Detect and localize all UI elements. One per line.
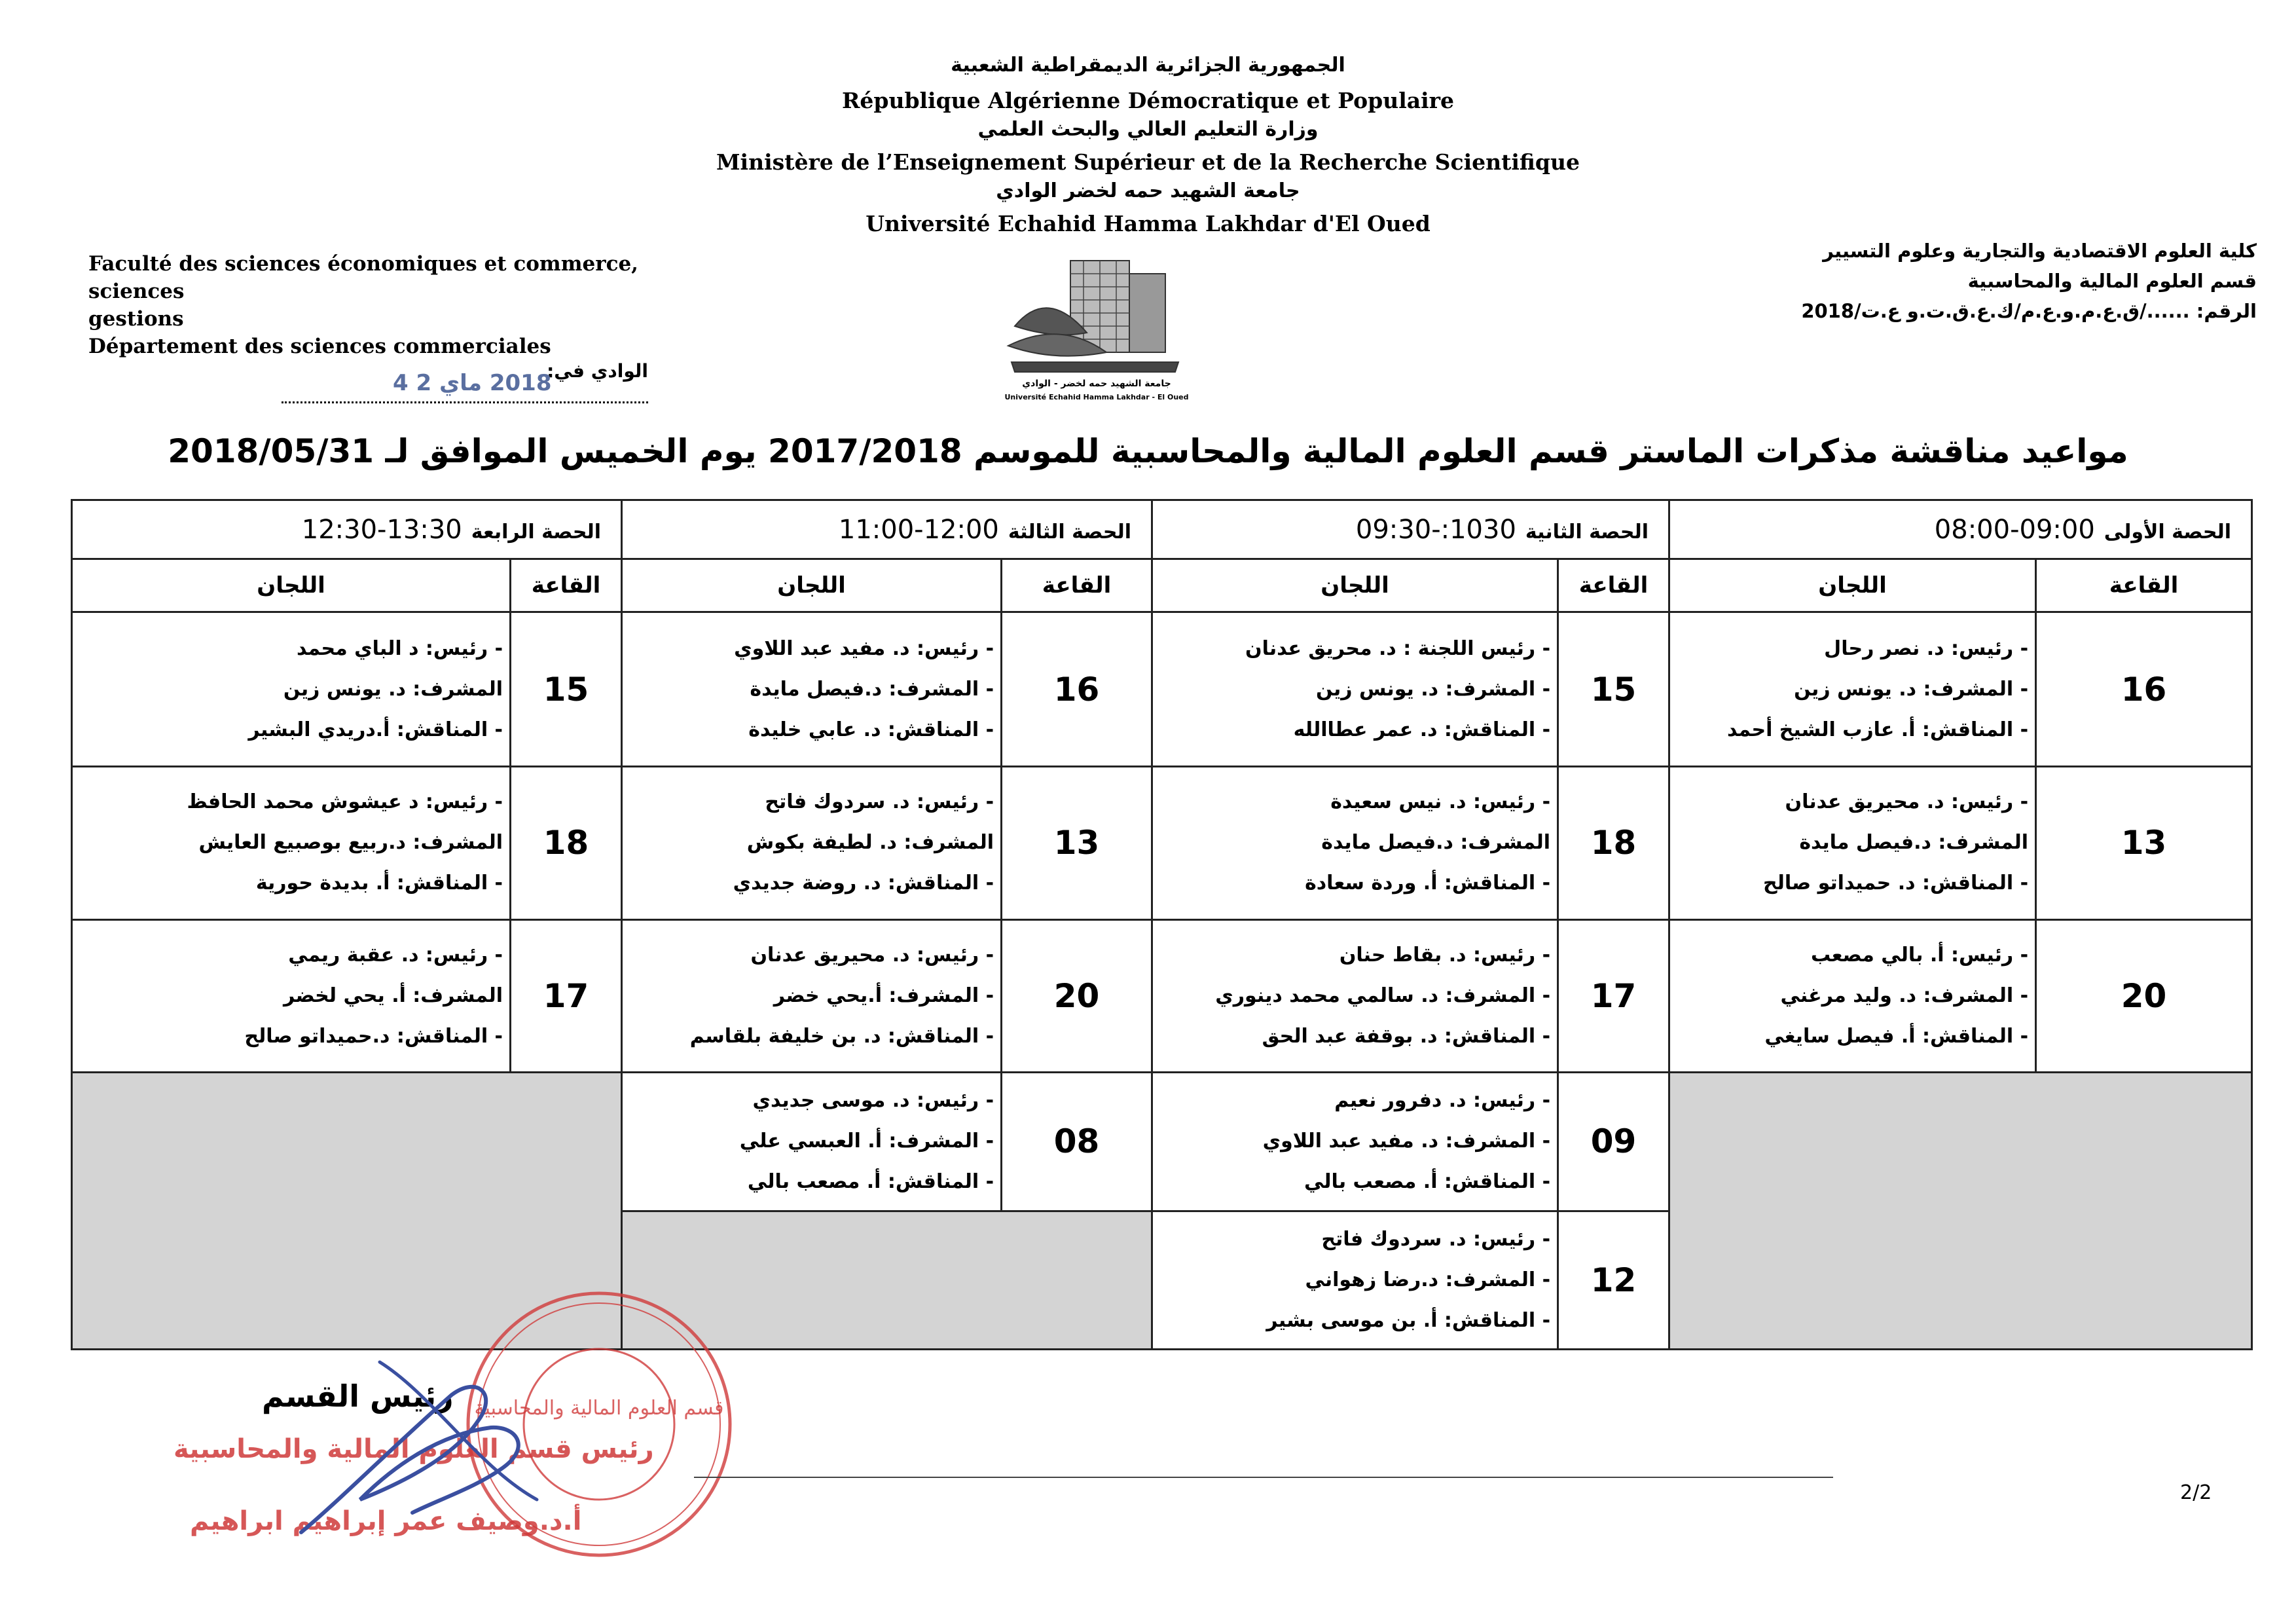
committee-president: - رئيس: د. بقاط حنان [1339, 943, 1551, 967]
period-time: 1030:-09:30 [1355, 514, 1516, 545]
room-column-header: القاعة [511, 559, 622, 612]
committee-examiner: - المناقش: أ. عازب الشيخ أحمد [1727, 718, 2029, 741]
committee-examiner: - المناقش: أ. بديدة حورية [255, 872, 503, 895]
room-number: 12 [1558, 1211, 1669, 1349]
committee-examiner: - المناقش: د. بوقفة عبد الحق [1262, 1024, 1551, 1048]
committee-examiner: - المناقش: أ. مصعب بالي [1303, 1170, 1551, 1194]
period-header-3 [622, 500, 1152, 559]
room-column-header: القاعة [1558, 559, 1669, 612]
committee-cell [622, 612, 1002, 767]
period-header-2 [1152, 500, 1669, 559]
room-column-header: القاعة [1002, 559, 1152, 612]
committee-supervisor: المشرف: د. يونس زين [283, 677, 503, 701]
room-number: 18 [511, 767, 622, 920]
room-number: 15 [511, 612, 622, 767]
committee-cell [1152, 612, 1558, 767]
committee-cell [72, 612, 511, 767]
committee-president: - رئيس: د. محيريق عدنان [750, 943, 994, 967]
faculty-fr-line1: Faculté des sciences économiques et commerce, sciences [88, 252, 638, 303]
committee-examiner: - المناقش: د. عمر عطاالله [1293, 718, 1551, 741]
republic-fr: République Algérienne Démocratique et Populaire [841, 88, 1455, 113]
period-time: 09:00-08:00 [1934, 514, 2095, 545]
schedule-row [72, 1073, 2252, 1211]
committee-president: - رئيس: د. نصر رحال [1824, 637, 2029, 660]
committee-cell [1152, 1211, 1558, 1349]
page-number: 2/2 [2180, 1481, 2212, 1504]
university-logo [1002, 248, 1192, 405]
committee-cell [1152, 1073, 1558, 1211]
committee-column-header: اللجان [72, 559, 511, 612]
room-number: 15 [1558, 612, 1669, 767]
schedule-row [72, 612, 2252, 767]
committee-cell [72, 919, 511, 1073]
faculty-fr-block [88, 250, 717, 360]
committee-president: - رئيس: د. سردوك فاتح [1321, 1227, 1551, 1251]
committee-president: - رئيس اللجنة : د. محريق عدنان [1245, 637, 1551, 660]
room-number: 18 [1558, 767, 1669, 920]
ministry-fr: Ministère de l’Enseignement Supérieur et de la Recherche Scientifique [716, 149, 1580, 175]
committee-supervisor: - المشرف: د. يونس زين [1794, 677, 2029, 701]
committee-examiner: - المناقش: أ. وردة سعادة [1305, 872, 1551, 895]
room-number: 13 [2036, 767, 2252, 920]
committee-president: - رئيس: د. سردوك فاتح [765, 790, 994, 814]
date-label: الوادي في: [547, 360, 648, 382]
committee-column-header: اللجان [1152, 559, 1558, 612]
committee-cell [1669, 919, 2036, 1073]
committee-cell [622, 767, 1002, 920]
committee-president: - رئيس: د عيشوش محمد الحافظ [187, 790, 503, 814]
committee-cell [622, 1073, 1002, 1211]
committee-supervisor: المشرف: د.فيصل مايدة [1799, 831, 2029, 855]
document-title: مواعيد مناقشة مذكرات الماستر قسم العلوم المالية والمحاسبية للموسم 2017/2018 يوم الخميس الموافق لـ 2018/05/31 [168, 432, 2128, 470]
stamp-name-line: أ.د.وصيف عمر إبراهيم ابراهيم [190, 1506, 582, 1536]
committee-president: - رئيس: د. عقبة ريمي [288, 943, 503, 967]
department-head-title: رئيس القسم [262, 1378, 454, 1414]
room-column-header: القاعة [2036, 559, 2252, 612]
committee-examiner: - المناقش: أ. فيصل سايغي [1764, 1024, 2029, 1048]
committee-supervisor: - المشرف: د.رضا زهواني [1305, 1268, 1551, 1291]
logo-caption-fr: Université Echahid Hamma Lakhdar - El Oued [1004, 393, 1189, 401]
period-time: 12:00-11:00 [838, 514, 999, 545]
room-number: 20 [1002, 919, 1152, 1073]
period-header-4 [72, 500, 622, 559]
committee-president: - رئيس: د الباي محمد [297, 637, 503, 660]
committee-examiner: - المناقش: أ. بن موسى بشير [1266, 1308, 1551, 1332]
schedule-row [72, 767, 2252, 920]
committee-column-header: اللجان [1669, 559, 2036, 612]
room-number: 17 [511, 919, 622, 1073]
handwritten-signature [282, 1336, 556, 1559]
committee-supervisor: - المشرف: أ.يحي خضر [773, 984, 994, 1007]
committee-examiner: - المناقش: د.حميداتو صالح [244, 1024, 503, 1048]
reference-number: الرقم: ....../ق.ع.م.و.ع.م/ك.ع.ق.ت.و ع.ت/2018 [1801, 300, 2257, 322]
committee-examiner: - المناقش: د. عابي خليدة [748, 718, 994, 741]
room-number: 16 [1002, 612, 1152, 767]
committee-president: - رئيس: د. موسى جديدي [752, 1089, 994, 1113]
committee-supervisor: - المشرف: د. يونس زين [1316, 677, 1551, 701]
committee-supervisor: المشرف: أ. يحي لخضر [283, 984, 503, 1007]
committee-president: - رئيس: د. نيس سعيدة [1330, 790, 1551, 814]
stamp-inner-text: قسم العلوم المالية والمحاسبية [474, 1397, 724, 1420]
period-time: 13:30-12:30 [301, 514, 462, 545]
period-header-1 [1669, 500, 2252, 559]
university-ar: جامعة الشهيد حمه لخضر الوادي [996, 179, 1300, 202]
schedule-row [72, 919, 2252, 1073]
handwritten-date: 2018 ماي 2 4 [393, 370, 552, 396]
committee-examiner: - المناقش: د. حميداتو صالح [1763, 872, 2029, 895]
period-label: الحصة الرابعة [471, 520, 602, 544]
committee-president: - رئيس: د. مفيد عبد اللاوي [734, 637, 994, 660]
room-number: 13 [1002, 767, 1152, 920]
period-label: الحصة الأولى [2104, 520, 2232, 544]
committee-cell [1152, 767, 1558, 920]
department-ar: قسم العلوم المالية والمحاسبية [1967, 270, 2257, 292]
committee-supervisor: المشرف: د. لطيفة بكوش [746, 831, 994, 855]
university-fr: Université Echahid Hamma Lakhdar d'El Oued [866, 211, 1430, 236]
faculty-ar-block [1798, 236, 2257, 326]
period-label: الحصة الثالثة [1008, 520, 1132, 544]
room-number: 09 [1558, 1073, 1669, 1211]
committee-supervisor: المشرف: د.ربيع بوصبيع العايش [198, 831, 503, 855]
committee-cell [1669, 612, 2036, 767]
committee-examiner: - المناقش: أ.دريدي البشير [248, 718, 503, 741]
department-fr: Département des sciences commerciales [88, 335, 551, 358]
faculty-ar-line1: كلية العلوم الاقتصادية والتجارية وعلوم التسيير [1823, 240, 2257, 262]
room-number: 08 [1002, 1073, 1152, 1211]
period-label: الحصة الثانية [1525, 520, 1649, 544]
logo-caption-ar: جامعة الشهيد حمه لخضر - الوادي [1022, 378, 1171, 389]
committee-president: - رئيس: د. دفرور نعيم [1334, 1089, 1551, 1113]
republic-ar: الجمهورية الجزائرية الديمقراطية الشعبية [951, 54, 1345, 77]
committee-supervisor: المشرف: د.فيصل مايدة [1321, 831, 1551, 855]
committee-supervisor: - المشرف: د. سالمي محمد دينوري [1215, 984, 1551, 1007]
committee-column-header: اللجان [622, 559, 1002, 612]
date-line [177, 360, 648, 403]
committee-president: - رئيس: د. محيريق عدنان [1785, 790, 2029, 814]
committee-supervisor: - المشرف: أ. العبسي علي [739, 1130, 994, 1153]
committee-examiner: - المناقش: د. بن خليفة بلقاسم [689, 1024, 994, 1048]
faculty-fr-line2: gestions [88, 307, 184, 331]
room-number: 17 [1558, 919, 1669, 1073]
room-number: 20 [2036, 919, 2252, 1073]
committee-examiner: - المناقش: أ. مصعب بالي [747, 1170, 994, 1194]
committee-cell [1152, 919, 1558, 1073]
committee-examiner: - المناقش: د. روضة جديدي [733, 872, 994, 895]
committee-supervisor: - المشرف: د. وليد مرغني [1780, 984, 2029, 1007]
stamp-head-line: رئيس قسم العلوم المالية والمحاسبية [173, 1434, 654, 1464]
committee-supervisor: - المشرف: د. مفيد عبد اللاوي [1262, 1130, 1551, 1153]
schedule-table [71, 499, 2253, 1350]
committee-cell [622, 919, 1002, 1073]
committee-president: - رئيس: أ. بالي مصعب [1810, 943, 2029, 967]
empty-slot [1669, 1073, 2252, 1350]
room-number: 16 [2036, 612, 2252, 767]
footer-rule [694, 1477, 1833, 1478]
ministry-ar: وزارة التعليم العالي والبحث العلمي [977, 118, 1319, 141]
committee-cell [1669, 767, 2036, 920]
committee-supervisor: - المشرف: د.فيصل مايدة [750, 677, 994, 701]
committee-cell [72, 767, 511, 920]
